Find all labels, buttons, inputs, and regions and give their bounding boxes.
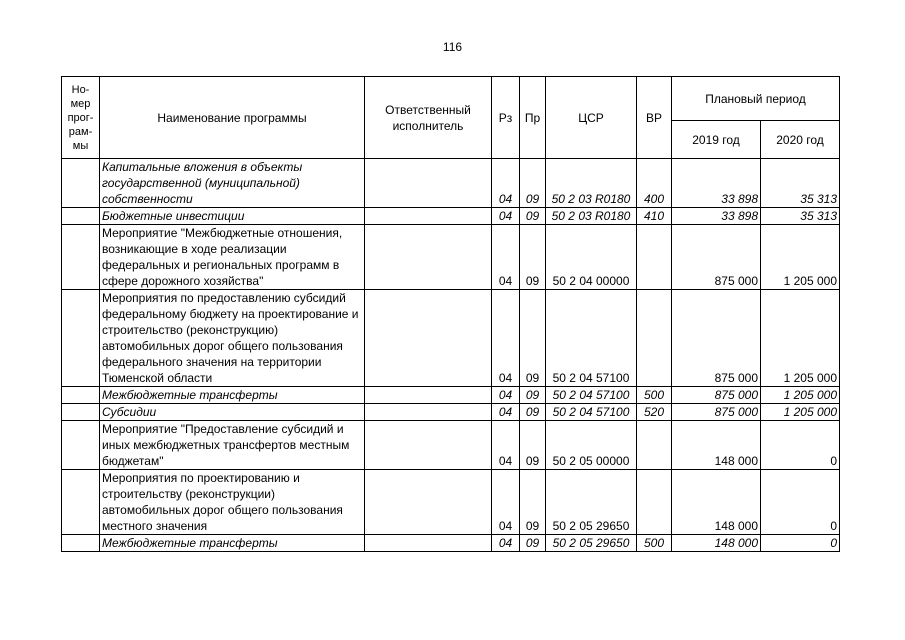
cell-program-name: Межбюджетные трансферты [100,535,365,552]
cell-2019: 148 000 [672,535,761,552]
cell-vr [637,290,672,387]
cell-2019: 33 898 [672,208,761,225]
header-rz: Рз [492,77,520,159]
cell-program-number [62,208,100,225]
header-csr: ЦСР [546,77,637,159]
cell-vr: 410 [637,208,672,225]
cell-vr [637,470,672,535]
cell-pr: 09 [520,290,546,387]
table-row [62,421,840,470]
cell-rz: 04 [492,208,520,225]
header-program-name: Наименование программы [100,77,365,159]
table-row [62,404,840,421]
cell-2020: 1 205 000 [761,387,840,404]
table-row [62,159,840,208]
cell-rz: 04 [492,404,520,421]
cell-csr: 50 2 04 00000 [546,225,637,290]
cell-pr: 09 [520,470,546,535]
cell-program-number [62,387,100,404]
cell-program-name: Мероприятие "Межбюджетные отношения, возникающие в ходе реализации федеральных и региональных программ в сфере дорожного хозяйства" [100,225,365,290]
cell-responsible [365,535,492,552]
cell-program-number [62,159,100,208]
table-row [62,470,840,535]
cell-responsible [365,159,492,208]
cell-responsible [365,421,492,470]
cell-pr: 09 [520,387,546,404]
table-row [62,225,840,290]
cell-responsible [365,470,492,535]
cell-vr: 400 [637,159,672,208]
cell-program-name: Капитальные вложения в объекты государственной (муниципальной) собственности [100,159,365,208]
cell-csr: 50 2 04 57100 [546,290,637,387]
table-row [62,208,840,225]
cell-program-number [62,225,100,290]
cell-vr: 500 [637,387,672,404]
cell-vr [637,421,672,470]
cell-2020: 1 205 000 [761,404,840,421]
cell-responsible [365,387,492,404]
cell-2019: 875 000 [672,404,761,421]
cell-pr: 09 [520,404,546,421]
cell-program-name: Субсидии [100,404,365,421]
cell-program-name: Мероприятие "Предоставление субсидий и иных межбюджетных трансфертов местным бюджетам" [100,421,365,470]
cell-pr: 09 [520,421,546,470]
header-responsible: Ответственный исполнитель [365,77,492,159]
cell-2020: 0 [761,535,840,552]
cell-2020: 1 205 000 [761,290,840,387]
header-planned-period: Плановый период [672,77,840,121]
cell-2019: 33 898 [672,159,761,208]
cell-2019: 875 000 [672,290,761,387]
cell-2020: 1 205 000 [761,225,840,290]
table-row [62,290,840,387]
cell-pr: 09 [520,159,546,208]
cell-responsible [365,225,492,290]
cell-program-number [62,404,100,421]
cell-vr: 520 [637,404,672,421]
page-number: 116 [442,40,463,54]
cell-program-number [62,421,100,470]
cell-program-name: Мероприятия по проектированию и строительству (реконструкции) автомобильных дорог общего пользования местного значения [100,470,365,535]
cell-pr: 09 [520,535,546,552]
cell-responsible [365,290,492,387]
table-row [62,535,840,552]
cell-csr: 50 2 03 R0180 [546,208,637,225]
cell-pr: 09 [520,208,546,225]
cell-2019: 875 000 [672,387,761,404]
cell-csr: 50 2 03 R0180 [546,159,637,208]
cell-program-name: Бюджетные инвестиции [100,208,365,225]
cell-program-name: Мероприятия по предоставлению субсидий федеральному бюджету на проектирование и строительство (реконструкцию) автомобильных дорог общего пользования федерального значения на территории Тюменской области [100,290,365,387]
cell-program-number [62,470,100,535]
cell-csr: 50 2 05 29650 [546,535,637,552]
cell-rz: 04 [492,470,520,535]
cell-rz: 04 [492,421,520,470]
cell-2019: 875 000 [672,225,761,290]
header-year-2019: 2019 год [672,121,761,159]
cell-csr: 50 2 04 57100 [546,387,637,404]
header-program-number: Но-мер прог-рам-мы [62,77,100,159]
budget-table [61,76,840,552]
cell-2020: 35 313 [761,159,840,208]
table-row [62,387,840,404]
cell-rz: 04 [492,290,520,387]
cell-2020: 0 [761,470,840,535]
cell-responsible [365,404,492,421]
table-body [62,159,840,552]
cell-2019: 148 000 [672,470,761,535]
cell-vr [637,225,672,290]
cell-csr: 50 2 05 29650 [546,470,637,535]
cell-program-name: Межбюджетные трансферты [100,387,365,404]
cell-2020: 35 313 [761,208,840,225]
cell-responsible [365,208,492,225]
cell-pr: 09 [520,225,546,290]
cell-rz: 04 [492,535,520,552]
header-vr: ВР [637,77,672,159]
cell-rz: 04 [492,387,520,404]
cell-vr: 500 [637,535,672,552]
cell-csr: 50 2 04 57100 [546,404,637,421]
cell-program-number [62,290,100,387]
cell-2020: 0 [761,421,840,470]
header-pr: Пр [520,77,546,159]
cell-rz: 04 [492,159,520,208]
cell-2019: 148 000 [672,421,761,470]
cell-program-number [62,535,100,552]
header-year-2020: 2020 год [761,121,840,159]
cell-rz: 04 [492,225,520,290]
cell-csr: 50 2 05 00000 [546,421,637,470]
